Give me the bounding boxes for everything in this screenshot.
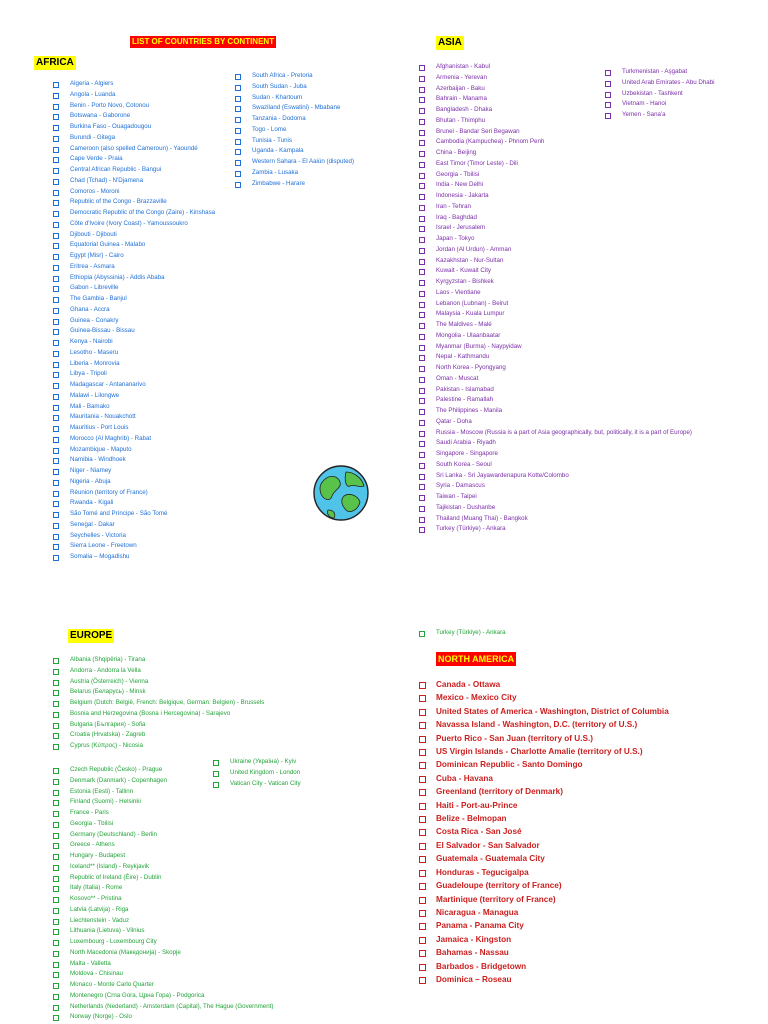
europe-heading: EUROPE xyxy=(70,630,113,641)
list-item: Ethiopia (Abyssinia) - Addis Ababa xyxy=(52,273,232,284)
list-item: Belgium (Dutch: België, French: Belgique, German: Belgien) - Brussels xyxy=(52,698,352,709)
list-item: Azerbaijan - Baku xyxy=(418,84,718,95)
list-item: Tunisia - Tunis xyxy=(234,136,364,147)
list-item: Gabon - Libreville xyxy=(52,283,232,294)
africa-heading: AFRICA xyxy=(36,57,74,68)
list-item: Morocco (Al Maghrib) - Rabat xyxy=(52,434,232,445)
list-item: Ghana - Accra xyxy=(52,305,232,316)
list-item: Zambia - Lusaka xyxy=(234,168,364,179)
list-item: Benin - Porto Novo, Cotonou xyxy=(52,101,232,112)
list-item: Bosnia and Herzegovina (Bosna i Hercegovina) - Sarajevo xyxy=(52,709,352,720)
globe-icon xyxy=(310,462,372,524)
list-item: East Timor (Timor Leste) - Dili xyxy=(418,159,718,170)
list-item: Vietnam - Hanoi xyxy=(604,99,724,110)
list-item: Chad (Tchad) - N'Djamena xyxy=(52,176,232,187)
list-item: Dominican Republic - Santo Domingo xyxy=(418,758,758,771)
list-item: Vatican City - Vatican City xyxy=(212,779,352,790)
list-item: Western Sahara - El Aaiún (disputed) xyxy=(234,157,364,168)
list-item: Eritrea - Asmara xyxy=(52,262,232,273)
list-item: Malta - Valletta xyxy=(52,959,352,970)
list-item: Nicaragua - Managua xyxy=(418,906,758,919)
list-item: China - Beijing xyxy=(418,148,718,159)
list-item: Senegal - Dakar xyxy=(52,520,232,531)
list-item: Central African Republic - Bangui xyxy=(52,165,232,176)
list-item: Austria (Österreich) - Vienna xyxy=(52,677,352,688)
list-item: The Philippines - Manila xyxy=(418,406,718,417)
list-item: Nepal - Kathmandu xyxy=(418,352,718,363)
list-item: Uzbekistan - Tashkent xyxy=(604,89,724,100)
list-item: Niger - Niamey xyxy=(52,466,232,477)
list-item: Italy (Italia) - Rome xyxy=(52,883,352,894)
list-item: Iceland** (Island) - Reykjavik xyxy=(52,862,352,873)
list-item: Uganda - Kampala xyxy=(234,146,364,157)
europe-list-col2 xyxy=(212,757,352,789)
list-item: Seychelles - Victoria xyxy=(52,531,232,542)
list-item: Monaco - Monte Carlo Quarter xyxy=(52,980,352,991)
list-item: Syria - Damascus xyxy=(418,481,718,492)
list-item: United Kingdom - London xyxy=(212,768,352,779)
list-item: Mauritius - Port Louis xyxy=(52,423,232,434)
list-item: Guadeloupe (territory of France) xyxy=(418,879,758,892)
list-item: Panama - Panama City xyxy=(418,919,758,932)
list-item: Greenland (territory of Denmark) xyxy=(418,785,758,798)
list-item: Bulgaria (България) - Sofia xyxy=(52,720,352,731)
list-item: Liechtenstein - Vaduz xyxy=(52,916,352,927)
list-item: Honduras - Tegucigalpa xyxy=(418,866,758,879)
list-item: Jamaica - Kingston xyxy=(418,933,758,946)
list-item: Bangladesh - Dhaka xyxy=(418,105,718,116)
list-item: Mali - Bamako xyxy=(52,402,232,413)
list-item: Myanmar (Burma) - Naypyidaw xyxy=(418,342,718,353)
list-item: Comoros - Moroni xyxy=(52,187,232,198)
list-item: Denmark (Danmark) - Copenhagen xyxy=(52,776,352,787)
list-item: Republic of the Congo - Brazzaville xyxy=(52,197,232,208)
list-item: Iran - Tehran xyxy=(418,202,718,213)
list-item: Algeria - Algiers xyxy=(52,79,232,90)
list-item: Somalia – Mogadishu xyxy=(52,552,232,563)
list-item: North Korea - Pyongyang xyxy=(418,363,718,374)
list-item: Bahrain - Manama xyxy=(418,94,718,105)
list-item: Moldova - Chisinau xyxy=(52,969,352,980)
list-item: Georgia - Tbilisi xyxy=(418,170,718,181)
list-item: Oman - Muscat xyxy=(418,374,718,385)
list-item: Guatemala - Guatemala City xyxy=(418,852,758,865)
list-item: Armenia - Yerevan xyxy=(418,73,718,84)
list-item: Luxembourg - Luxembourg City xyxy=(52,937,352,948)
list-item: Guinea - Conakry xyxy=(52,316,232,327)
list-item: South Africa - Pretoria xyxy=(234,71,364,82)
list-item: Puerto Rico - San Juan (territory of U.S.) xyxy=(418,732,758,745)
list-item: France - Paris xyxy=(52,808,352,819)
list-item: Republic of Ireland (Éire) - Dublin xyxy=(52,873,352,884)
list-item: North Macedonia (Македонија) - Skopje xyxy=(52,948,352,959)
list-item: Costa Rica - San José xyxy=(418,825,758,838)
list-item: Réunion (territory of France) xyxy=(52,488,232,499)
list-item: Andorra - Andorra la Vella xyxy=(52,666,352,677)
list-item: United States of America - Washington, District of Columbia xyxy=(418,705,758,718)
list-item: Liberia - Monrovia xyxy=(52,359,232,370)
list-item: Qatar - Doha xyxy=(418,417,718,428)
list-item: Cape Verde - Praia xyxy=(52,154,232,165)
list-item: Rwanda - Kigali xyxy=(52,498,232,509)
asia-heading: ASIA xyxy=(438,37,462,48)
list-item: Jordan (Al Urdun) - Amman xyxy=(418,245,718,256)
list-item: Saudi Arabia - Riyadh xyxy=(418,438,718,449)
list-item: Nigeria - Abuja xyxy=(52,477,232,488)
list-item: Turkey (Türkiye) - Ankara xyxy=(418,628,568,639)
list-item: Côte d'Ivoire (Ivory Coast) - Yamoussoukro xyxy=(52,219,232,230)
list-item: El Salvador - San Salvador xyxy=(418,839,758,852)
list-item: Belize - Belmopan xyxy=(418,812,758,825)
list-item: Brunei - Bandar Seri Begawan xyxy=(418,127,718,138)
list-item: Kyrgyzstan - Bishkek xyxy=(418,277,718,288)
list-item: Japan - Tokyo xyxy=(418,234,718,245)
list-item: Dominica – Roseau xyxy=(418,973,758,986)
list-item: Malaysia - Kuala Lumpur xyxy=(418,309,718,320)
list-item: São Tomé and Príncipe - São Tomé xyxy=(52,509,232,520)
list-item: United Arab Emirates - Abu Dhabi xyxy=(604,78,724,89)
list-item: Bahamas - Nassau xyxy=(418,946,758,959)
list-item: Cameroon (also spelled Cameroun) - Yaoundé xyxy=(52,144,232,155)
list-item: Djibouti - Djibouti xyxy=(52,230,232,241)
list-item: Netherlands (Nederland) - Amsterdam (Capital), The Hague (Government) xyxy=(52,1002,352,1013)
list-item: Montenegro (Crna Gora, Црна Гора) - Podgorica xyxy=(52,991,352,1002)
list-item: Palestine - Ramallah xyxy=(418,395,718,406)
page-title: LIST OF COUNTRIES BY CONTINENT xyxy=(132,37,275,46)
list-item: Greece - Athens xyxy=(52,840,352,851)
list-item: Georgia - Tbilisi xyxy=(52,819,352,830)
list-item: Indonesia - Jakarta xyxy=(418,191,718,202)
list-item: Estonia (Eesti) - Tallinn xyxy=(52,787,352,798)
asia-list-col2 xyxy=(604,67,724,121)
list-item: Iraq - Baghdad xyxy=(418,213,718,224)
list-item: Norway (Norge) - Oslo xyxy=(52,1012,352,1023)
north-america-heading: NORTH AMERICA xyxy=(438,654,515,664)
list-item: Cambodia (Kampuchea) - Phnom Penh xyxy=(418,137,718,148)
list-item: Navassa Island - Washington, D.C. (territory of U.S.) xyxy=(418,718,758,731)
list-item: Czech Republic (Česko) - Prague xyxy=(52,765,352,776)
list-item: Burundi - Gitega xyxy=(52,133,232,144)
africa-list-col2 xyxy=(234,71,364,189)
list-item: Mauritania - Nouakchott xyxy=(52,412,232,423)
list-item: Finland (Suomi) - Helsinki xyxy=(52,797,352,808)
list-item: Kazakhstan - Nur-Sultan xyxy=(418,256,718,267)
list-item: Croatia (Hrvatska) - Zagreb xyxy=(52,730,352,741)
list-item: Mexico - Mexico City xyxy=(418,691,758,704)
list-item: Taiwan - Taipei xyxy=(418,492,718,503)
list-item: Mongolia - Ulaanbaatar xyxy=(418,331,718,342)
list-item: South Sudan - Juba xyxy=(234,82,364,93)
list-item: Libya - Tripoli xyxy=(52,369,232,380)
list-item: Turkmenistan - Aşgabat xyxy=(604,67,724,78)
list-item: Canada - Ottawa xyxy=(418,678,758,691)
list-item: The Maldives - Malé xyxy=(418,320,718,331)
list-item: Haiti - Port-au-Prince xyxy=(418,799,758,812)
asia-list-col1 xyxy=(418,62,718,535)
list-item: Belarus (Беларусь) - Minsk xyxy=(52,687,352,698)
list-item: Germany (Deutschland) - Berlin xyxy=(52,830,352,841)
europe-list-col1a xyxy=(52,655,352,752)
europe-list-col1b xyxy=(52,765,352,1023)
list-item: Guinea-Bissau - Bissau xyxy=(52,326,232,337)
list-item: Russia - Moscow (Russia is a part of Asia geographically, but, politically, it is a part of Europe) xyxy=(418,428,718,439)
list-item: Namibia - Windhoek xyxy=(52,455,232,466)
north-america-list xyxy=(418,678,758,986)
list-item: Malawi - Lilongwe xyxy=(52,391,232,402)
list-item: Democratic Republic of the Congo (Zaire) - Kinshasa xyxy=(52,208,232,219)
europe-list-extra xyxy=(418,628,568,639)
list-item: Latvia (Latvija) - Riga xyxy=(52,905,352,916)
list-item: Sri Lanka - Sri Jayawardenapura Kotte/Colombo xyxy=(418,471,718,482)
list-item: India - New Delhi xyxy=(418,180,718,191)
list-item: Hungary - Budapest xyxy=(52,851,352,862)
list-item: Martinique (territory of France) xyxy=(418,893,758,906)
list-item: Egypt (Misr) - Cairo xyxy=(52,251,232,262)
list-item: Turkey (Türkiye) - Ankara xyxy=(418,524,718,535)
list-item: Lithuania (Lietuva) - Vilnius xyxy=(52,926,352,937)
list-item: Mozambique - Maputo xyxy=(52,445,232,456)
list-item: Angola - Luanda xyxy=(52,90,232,101)
list-item: Tanzania - Dodoma xyxy=(234,114,364,125)
list-item: Barbados - Bridgetown xyxy=(418,960,758,973)
list-item: Bhutan - Thimphu xyxy=(418,116,718,127)
list-item: Yemen - Sana'a xyxy=(604,110,724,121)
list-item: Tajikistan - Dushanbe xyxy=(418,503,718,514)
list-item: Laos - Vientiane xyxy=(418,288,718,299)
list-item: Pakistan - Islamabad xyxy=(418,385,718,396)
africa-list-col1 xyxy=(52,79,232,563)
list-item: US Virgin Islands - Charlotte Amalie (territory of U.S.) xyxy=(418,745,758,758)
list-item: Kosovo** - Pristina xyxy=(52,894,352,905)
list-item: Albania (Shqipëria) - Tirana xyxy=(52,655,352,666)
list-item: Afghanistan - Kabul xyxy=(418,62,718,73)
list-item: Madagascar - Antananarivo xyxy=(52,380,232,391)
list-item: Swaziland (Eswatini) - Mbabane xyxy=(234,103,364,114)
list-item: Lebanon (Lubnan) - Beirut xyxy=(418,299,718,310)
list-item: Israel - Jerusalem xyxy=(418,223,718,234)
list-item: Cuba - Havana xyxy=(418,772,758,785)
list-item: Lesotho - Maseru xyxy=(52,348,232,359)
list-item: Equatorial Guinea - Malabo xyxy=(52,240,232,251)
list-item: Singapore - Singapore xyxy=(418,449,718,460)
list-item: Botswana - Gaborone xyxy=(52,111,232,122)
list-item: Sierra Leone - Freetown xyxy=(52,541,232,552)
list-item: Cyprus (Κύπρος) - Nicosia xyxy=(52,741,352,752)
list-item: Kuwait - Kuwait City xyxy=(418,266,718,277)
list-item: Ukraine (Україна) - Kyiv xyxy=(212,757,352,768)
list-item: Burkina Faso - Ouagadougou xyxy=(52,122,232,133)
list-item: Togo - Lome xyxy=(234,125,364,136)
list-item: South Korea - Seoul xyxy=(418,460,718,471)
list-item: Zimbabwe - Harare xyxy=(234,179,364,190)
list-item: Thailand (Muang Thai) - Bangkok xyxy=(418,514,718,525)
list-item: The Gambia - Banjul xyxy=(52,294,232,305)
list-item: Sudan - Khartoum xyxy=(234,93,364,104)
list-item: Kenya - Nairobi xyxy=(52,337,232,348)
